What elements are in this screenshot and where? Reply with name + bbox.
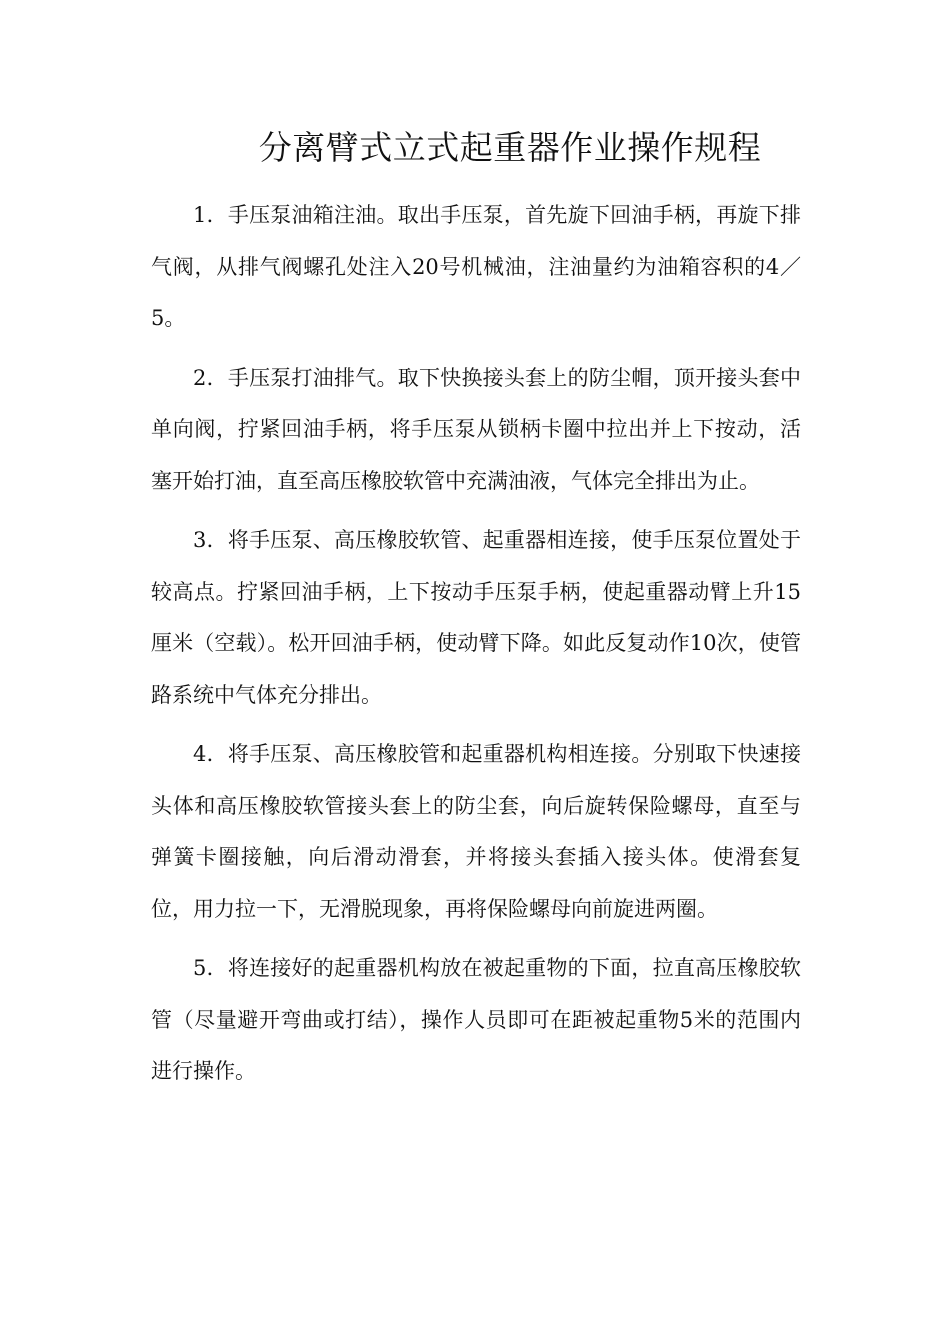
paragraph-4: 4．将手压泵、高压橡胶管和起重器机构相连接。分别取下快速接头体和高压橡胶软管接头套上的防尘套，向后旋转保险螺母，直至与弹簧卡圈接触，向后滑动滑套，并将接头套插入接头体。使滑套复位，用力拉一下，无滑脱现象，再将保险螺母向前旋进两圈。 — [151, 742, 801, 921]
paragraph-1: 1．手压泵油箱注油。取出手压泵，首先旋下回油手柄，再旋下排气阀，从排气阀螺孔处注入20号机械油，注油量约为油箱容积的4／5。 — [151, 203, 801, 330]
paragraph-2: 2．手压泵打油排气。取下快换接头套上的防尘帽，顶开接头套中单向阀，拧紧回油手柄，将手压泵从锁柄卡圈中拉出并上下按动，活塞开始打油，直至高压橡胶软管中充满油液，气体完全排出为止。 — [151, 365, 801, 493]
paragraph-5: 5．将连接好的起重器机构放在被起重物的下面，拉直高压橡胶软管（尽量避开弯曲或打结），操作人员即可在距被起重物5米的范围内进行操作。 — [151, 956, 801, 1083]
paragraph-3: 3．将手压泵、高压橡胶软管、起重器相连接，使手压泵位置处于较高点。拧紧回油手柄，上下按动手压泵手柄，使起重器动臂上升15厘米（空载）。松开回油手柄，使动臂下降。如此反复动作10次，使管路系统中气体充分排出。 — [151, 528, 801, 707]
document-body — [151, 190, 801, 1106]
document-title: 分离臂式立式起重器作业操作规程 — [258, 128, 762, 167]
